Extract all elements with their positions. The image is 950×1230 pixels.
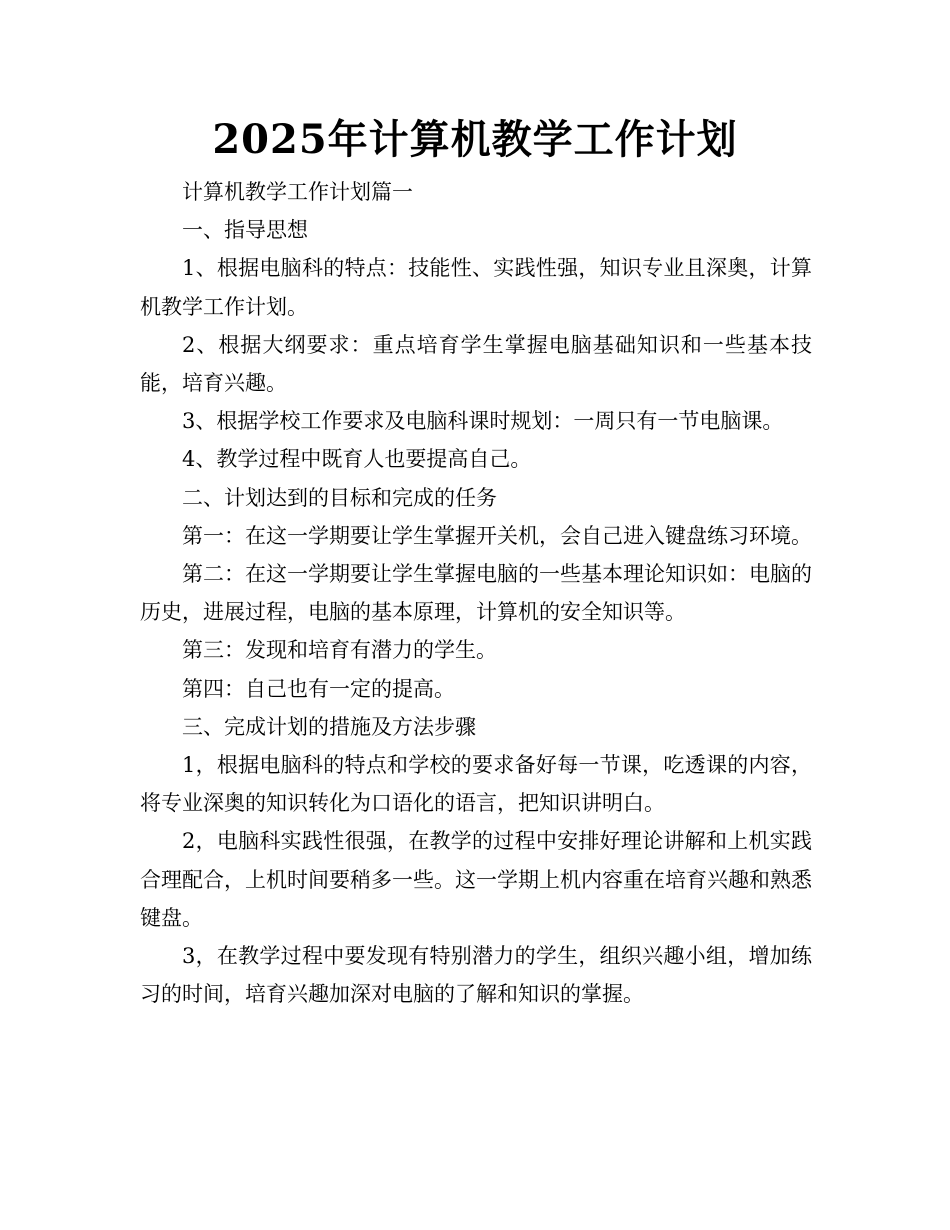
paragraph: 第四：自己也有一定的提高。 [182, 676, 455, 701]
paragraph: 2、根据大纲要求：重点培育学生掌握电脑基础知识和一些基本技能，培育兴趣。 [140, 332, 812, 396]
paragraph-heading-goals: 二、计划达到的目标和完成的任务 [182, 485, 497, 510]
paragraph: 1，根据电脑科的特点和学校的要求备好每一节课，吃透课的内容，将专业深奥的知识转化为口语化的语言，把知识讲明白。 [140, 753, 812, 816]
paragraph-heading-guiding-ideas: 一、指导思想 [182, 218, 308, 243]
paragraph: 3、根据学校工作要求及电脑科课时规划：一周只有一节电脑课。 [182, 409, 784, 434]
paragraph: 3，在教学过程中要发现有特别潜力的学生，组织兴趣小组，增加练习的时间，培育兴趣加深对电脑的了解和知识的掌握。 [140, 944, 812, 1007]
paragraph: 2，电脑科实践性很强，在教学的过程中安排好理论讲解和上机实践合理配合，上机时间要稍多一些。这一学期上机内容重在培育兴趣和熟悉键盘。 [140, 829, 812, 930]
document-body [140, 173, 812, 1013]
paragraph: 1、根据电脑科的特点：技能性、实践性强，知识专业且深奥，计算机教学工作计划。 [140, 256, 812, 319]
paragraph: 第二：在这一学期要让学生掌握电脑的一些基本理论知识如：电脑的历史，进展过程，电脑的基本原理，计算机的安全知识等。 [140, 562, 812, 625]
paragraph-heading-measures: 三、完成计划的措施及方法步骤 [182, 714, 476, 739]
paragraph: 4、教学过程中既育人也要提高自己。 [182, 447, 532, 472]
paragraph: 第一：在这一学期要让学生掌握开关机，会自己进入键盘练习环境。 [182, 523, 812, 548]
document-title: 2025年计算机教学工作计划 [212, 116, 738, 163]
paragraph: 第三：发现和培育有潜力的学生。 [182, 638, 497, 663]
paragraph-section-heading: 计算机教学工作计划篇一 [182, 180, 413, 204]
